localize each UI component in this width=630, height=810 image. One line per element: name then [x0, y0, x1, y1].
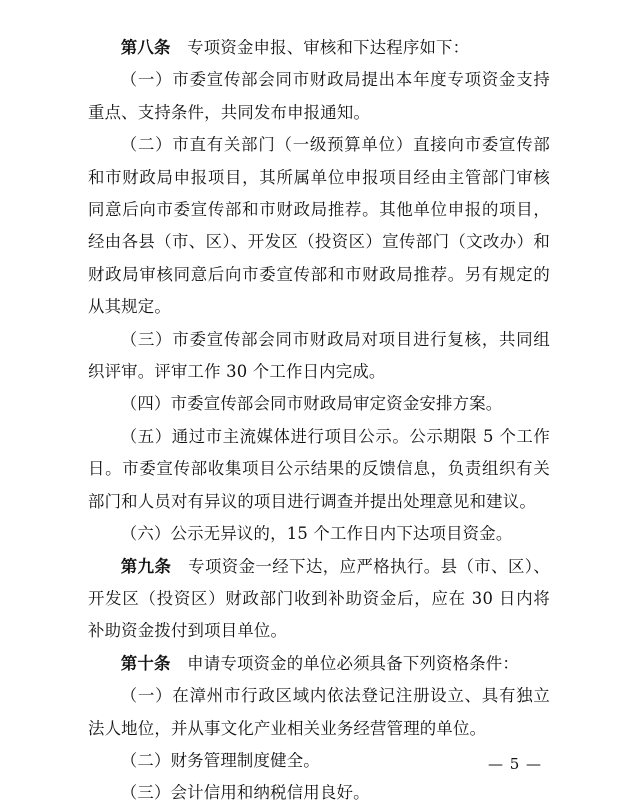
article-8-label: 第八条 [120, 38, 171, 57]
article-8-item-5: （五）通过市主流媒体进行项目公示。公示期限 5 个工作日。市委宣传部收集项目公示结果的反馈信息，负责组织有关部门和人员对有异议的项目进行调查并提出处理意见和建议。 [88, 426, 550, 511]
article-10-item-2: （二）财务管理制度健全。 [120, 750, 320, 770]
article-8-item-3: （三）市委宣传部会同市财政局对项目进行复核，共同组织评审。评审工作 30 个工作日内完成。 [88, 329, 550, 382]
document-body [88, 32, 550, 810]
article-9 [88, 551, 550, 648]
article-10-item-3: （三）会计信用和纳税信用良好。 [120, 783, 370, 803]
page-number: — 5 — [487, 755, 543, 773]
article-8-item-6: （六）公示无异议的，15 个工作日内下达项目资金。 [120, 524, 513, 544]
article-9-label: 第九条 [120, 556, 172, 576]
article-10-item-1: （一）在漳州市行政区域内依法登记注册设立、具有独立法人地位，并从事文化产业相关业务经营管理的单位。 [88, 686, 550, 738]
article-8-item-1: （一）市委宣传部会同市财政局提出本年度专项资金支持重点、支持条件，共同发布申报通知。 [88, 70, 550, 122]
article-10-label: 第十条 [120, 653, 171, 673]
article-10-heading [88, 648, 550, 680]
article-9-text: 专项资金一经下达，应严格执行。县（市、区）、开发区（投资区）财政部门收到补助资金后，应在 30 日内将补助资金拨付到项目单位。 [88, 556, 550, 641]
article-10-heading-text: 申请专项资金的单位必须具备下列资格条件： [187, 653, 519, 673]
article-8-item-4: （四）市委宣传部会同市财政局审定资金安排方案。 [120, 394, 503, 414]
article-8-heading [88, 32, 550, 64]
article-8-item-2: （二）市直有关部门（一级预算单位）直接向市委宣传部和市财政局申报项目，其所属单位申报项目经由主管部门审核同意后向市委宣传部和市财政局推荐。其他单位申报的项目，经由各县（市、区）、开发区（投资区）宣传部门（文改办）和财政局审核同意后向市委宣传部和市财政局推荐。另有规定的从其规定。 [88, 135, 550, 317]
article-8-heading-text: 专项资金申报、审核和下达程序如下： [187, 38, 470, 57]
